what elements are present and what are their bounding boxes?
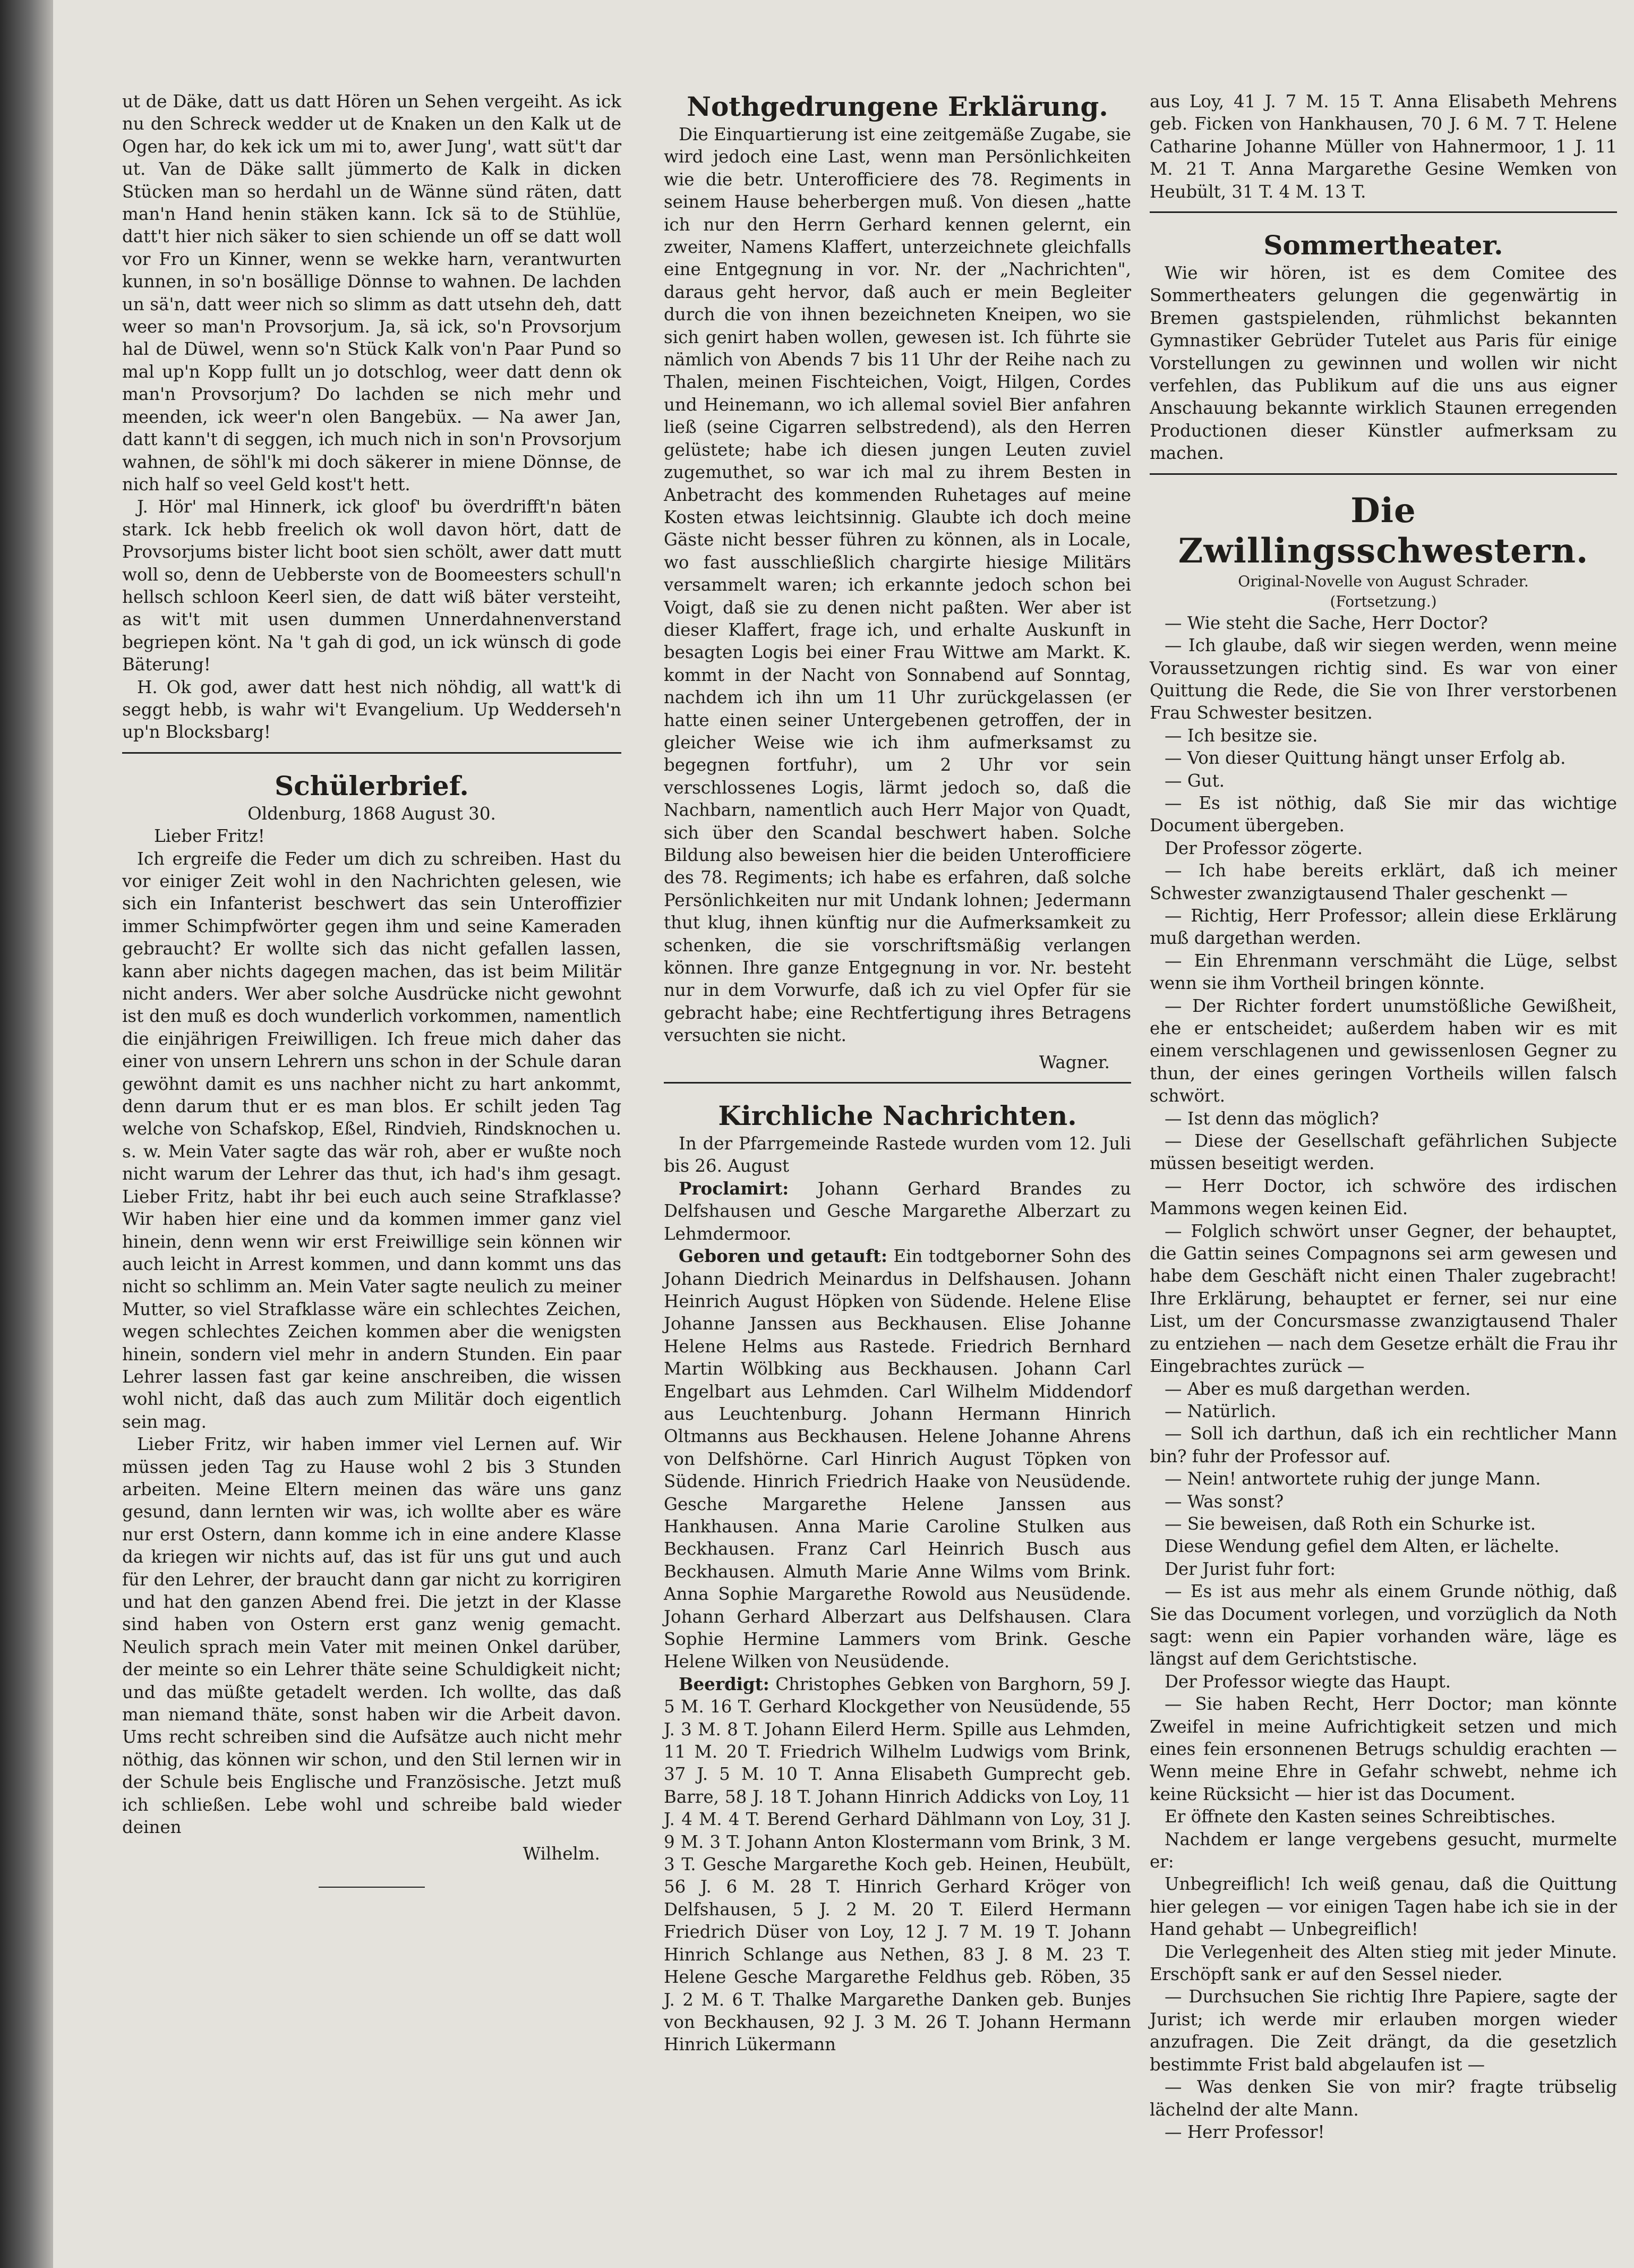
novel-paragraph: — Aber es muß dargethan werden. [1165, 1378, 1471, 1399]
novel-text [1150, 612, 1617, 2144]
novel-paragraph: — Ich besitze sie. [1165, 725, 1318, 746]
novel-paragraph: — Gut. [1165, 770, 1225, 791]
section-divider [664, 1082, 1131, 1084]
letter-place-date: Oldenburg, 1868 August 30. [247, 803, 496, 824]
article-title-sommertheater: Sommertheater. [1263, 229, 1503, 261]
novel-paragraph: Die Verlegenheit des Alten stieg mit jeder Minute. Erschöpft sank er auf den Sessel nieder. [1150, 1941, 1617, 1985]
novel-paragraph: — Ist denn das möglich? [1165, 1108, 1379, 1129]
novel-paragraph: — Sie haben Recht, Herr Doctor; man könnte Zweifel in meine Aufrichtigkeit setzen und mich eines fein ersonnenen Betrugs schuldig erachten — Wenn meine Ehre in Gefahr schwebt, nehme ich keine Rücksicht — hier ist das Document. [1150, 1694, 1617, 1804]
novel-paragraph: — Sie beweisen, daß Roth ein Schurke ist. [1165, 1513, 1536, 1534]
novel-paragraph: Der Jurist fuhr fort: [1165, 1558, 1336, 1579]
novel-byline: Original-Novelle von August Schrader. [1238, 572, 1529, 590]
section-divider [1150, 211, 1617, 213]
geboren-label: Geboren und getauft: [679, 1246, 887, 1267]
novel-paragraph: — Durchsuchen Sie richtig Ihre Papiere, sagte der Jurist; ich werde mir erlauben morgen wieder anzufragen. Die Zeit drängt, da die gesetzlich bestimmte Frist bald abgelaufen ist — [1150, 1986, 1617, 2075]
end-divider [319, 1887, 425, 1888]
novel-continuation-note: (Fortsetzung.) [1330, 592, 1437, 610]
novel-paragraph: — Was denken Sie von mir? fragte trübselig lächelnd der alte Mann. [1150, 2077, 1617, 2120]
book-spine [0, 0, 53, 2268]
novel-paragraph: Der Professor wiegte das Haupt. [1165, 1671, 1451, 1692]
beerdigt-label: Beerdigt: [679, 1673, 769, 1694]
article-title-schuelerbrief: Schülerbrief. [275, 770, 469, 802]
novel-paragraph: Diese Wendung gefiel dem Alten, er lächelte. [1165, 1536, 1560, 1557]
proclamirt-text: Johann Gerhard Brandes zu Delfshausen und Gesche Margarethe Alberzart zu Lehmdermoor. [664, 1178, 1131, 1244]
novel-paragraph: — Richtig, Herr Professor; allein diese Erklärung muß dargethan werden. [1150, 905, 1617, 949]
article-title-zwillingsschwestern: Die Zwillingsschwestern. [1178, 490, 1589, 571]
article-title-erklaerung: Nothgedrungene Erklärung. [687, 91, 1108, 122]
geboren-text: Ein todtgeborner Sohn des Johann Diedrich Meinardus in Delfshausen. Johann Heinrich August Höpken von Südende. Helene Elise Johanne Janssen aus Beckhausen. Elise Johanne Helene Helms aus Rastede. Friedrich Bernhard Martin Wölbking aus Beckhausen. Johann Carl Engelbart aus Lehmden. Carl Wilhelm Middendorf aus Leuchtenburg. Johann Hermann Hinrich Oltmanns aus Beckhausen. Helene Johanne Ahrens von Delfshörne. Carl Hinrich August Töpken von Südende. Hinrich Friedrich Haake von Neusüdende. Gesche Margarethe Helene Janssen aus Hankhausen. Anna Marie Caroline Stulken aus Beckhausen. Franz Carl Heinrich Busch aus Beckhausen. Almuth Marie Anne Wilms vom Brink. Anna Sophie Margarethe Rowold aus Neusüdende. Johann Gerhard Alberzart aus Delfshausen. Clara Sophie Hermine Lammers vom Brink. Gesche Helene Wilken von Neusüdende. [664, 1246, 1131, 1672]
novel-paragraph: — Ein Ehrenmann verschmäht die Lüge, selbst wenn sie ihm Vortheil bringen könnte. [1150, 950, 1617, 994]
letter-greeting: Lieber Fritz! [154, 826, 265, 847]
church-beerdigt [664, 1673, 1131, 2056]
novel-paragraph: Der Professor zögerte. [1165, 838, 1363, 858]
article-signature: Wagner. [1039, 1052, 1110, 1072]
letter-body-1: Ich ergreife die Feder um dich zu schreiben. Hast du vor einiger Zeit wohl in den Nachrichten gelesen, wie sich ein Infanterist beschwert das sein Unteroffizier immer Schimpfwörter gegen ihm und seine Kameraden gebraucht? Er wollte sich das nicht gefallen lassen, kann aber nichts dagegen machen, das ist beim Militär nicht anders. Wer aber solche Ausdrücke nicht gewohnt ist den muß es doch wunderlich vorkommen, namentlich die einjährigen Freiwilligen. Ich freue mich daher das einer von unsern Lehrern uns schon in der Schule daran gewöhnt damit es uns nachher nicht zu hart ankommt, denn darum thut er es man blos. Er schilt jeden Tag welche von Schafskop, Eßel, Rindvieh, Rindsknochen u. s. w. Mein Vater sagte das wär roh, aber er wußte noch nicht warum der Lehrer das thut, ich had's ihm gesagt. Lieber Fritz, habt ihr bei euch auch seine Strafklasse? Wir haben hier eine und da kommen immer ganz viel hinein, denn wenn wir erst Freiwillige sein können wir auch leicht in Arrest kommen, und dann kommt uns das nicht so schlimm an. Mein Vater sagte neulich zu meiner Mutter, so viel Strafklasse wäre ein schlechtes Zeichen, wegen schlechtes Zeichen kommen aber die wenigsten hinein, sondern viel mehr in andern Stunden. Ein paar Lehrer lassen fast gar keine anschreiben, die wissen wohl nicht, daß das auch zum Militär doch eigentlich sein mag. [122, 848, 621, 1432]
article-body-erklaerung: Die Einquartierung ist eine zeitgemäße Zugabe, sie wird jedoch eine Last, wenn man Persönlichkeiten wie die betr. Unterofficiere des 78. Regiments in seinem Hause beherbergen muß. Von diesen „hatte ich nur den Herrn Gerhard kennen gelernt, ein zweiter, Namens Klaffert, unterzeichnete gleichfalls eine Entgegnung in vor. Nr. der „Nachrichten", daraus geht hervor, daß auch er mein Begleiter durch die von ihnen bezeichneten Kneipen, wo sie sich genirt haben wollen, gewesen ist. Ich führte sie nämlich von Abends 7 bis 11 Uhr der Reihe nach zu Thalen, meinen Fischteichen, Voigt, Hilgen, Cordes und Heinemann, wo ich allemal soviel Bier anfahren ließ (seine Cigarren selbstredend), als den Herren gelüstete; habe ich diesen jungen Leuten zuviel zugemuthet, so war ich mal zu ihrem Besten in Anbetracht des kommenden Ruhetages auf meine Kosten etwas leichtsinnig. Glaubte ich doch meine Gäste nicht besser führen zu können, als in Locale, wo fast ausschließlich chargirte hiesige Militärs versammelt waren; ich erkannte jedoch schon bei Voigt, daß sie zu denen nicht paßten. Wer aber ist dieser Klaffert, frage ich, und erhalte Auskunft in besagten Logis bei einer Frau Wittwe am Markt. K. kommt in der Nacht von Sonnabend auf Sonntag, nachdem ich ihn um 11 Uhr zurückgelassen (er hatte einen seiner Untergebenen getroffen, der in gleicher Weise wie ich ihm aufmerksamst zu begegnen fortfuhr), um 2 Uhr vor sein verschlossenes Logis, lärmt jedoch so, daß die Nachbarn, namentlich auch Herr Major von Quadt, sich über den Scandal beschwert haben. Solche Bildung also beweisen hier die beiden Unterofficiere des 78. Regiments; ich habe es erfahren, daß solche Persönlichkeiten nur mit Undank lohnen; Jedermann thut klug, ihnen künftig nur die Aufmerksamkeit zu schenken, die sie vorschriftsmäßig verlangen können. Ihre ganze Entgegnung in vor. Nr. besteht nur in dem Vorwurfe, daß ich zu viel Opfer für sie gebracht habe; eine Rechtfertigung ihres Betragens versuchten sie nicht. [664, 124, 1131, 1046]
dialect-dialog: ut de Däke, datt us datt Hören un Sehen vergeiht. As ick nu den Schreck wedder ut de Knaken un den Kalk ut de Ogen har, do kek ick um mi to, awer Jung', watt süt't dar ut. Van de Däke sallt jümmerto de Kalk in dicken Stücken man so herdahl un de Wänne sünd räten, datt man'n Hand henin stäken kann. Ick sä to de Stühlüe, datt't hier nich säker to sien schiende un off se datt woll vor Fro un Kinner, wenn se wekke harn, verantwurten kunnen, in so'n bosällige Dönnse to wahnen. De lachden un sä'n, datt weer nich so slimm as datt utsehn deh, datt weer so man'n Provsorjum. Ja, sä ick, so'n Provsorjum hal de Düwel, wenn so'n Stück Kalk von'n Paar Pund so mal up'n Kopp fullt un jo dotschlog, weer datt denn ok man'n Provsorjum? Do lachden se nich mehr und meenden, ick weer'n olen Bangebüx. — Na awer Jan, datt kann't di seggen, ich much nich in son'n Provsorjum wahnen, de söhl'k mi doch säkerer in miene Dönnse, de nich half so veel Geld kost't hett. [122, 91, 621, 494]
novel-paragraph: — Es ist aus mehr als einem Grunde nöthig, daß Sie das Document vorlegen, und vorzüglich da Noth sagt: wenn ein Papier vorhanden wäre, läge es längst auf dem Gerichtstische. [1150, 1581, 1617, 1669]
dialect-dialog-reply: J. Hör' mal Hinnerk, ick gloof' bu överdrifft'n bäten stark. Ick hebb freelich ok woll davon hört, datt de Provsorjums bister licht boot sien schölt, awer datt mutt woll so, denn de Uebberste von de Boomeesters schull'n hellsch schloon Keerl sien, de datt wiß bäter versteiht, as wit't mit usen dummen Unnerdahnenverstand begriepen könt. Na 't gah di god, un ick wünsch di gode Bäterung! [122, 497, 621, 675]
church-intro: In der Pfarrgemeinde Rastede wurden vom 12. Juli bis 26. August [664, 1133, 1131, 1176]
novel-paragraph: — Was sonst? [1165, 1491, 1284, 1512]
novel-paragraph: — Natürlich. [1165, 1401, 1277, 1421]
article-title-kirchliche: Kirchliche Nachrichten. [718, 1100, 1077, 1132]
section-divider [122, 752, 621, 754]
article-body-sommertheater: Wie wir hören, ist es dem Comitee des Sommertheaters gelungen die gegenwärtig in Bremen gastspielenden, rühmlichst bekannten Gymnastiker Gebrüder Tutelet aus Paris für einige Vorstellungen zu gewinnen und wollen wir nicht verfehlen, das Publikum auf die uns aus eigner Anschauung bekannte wirklich Staunen erregenden Productionen dieser Künstler aufmerksam zu machen. [1150, 263, 1617, 464]
novel-paragraph: — Der Richter fordert unumstößliche Gewißheit, ehe er entscheidet; außerdem haben wir es mit einem verschlagenen und gewissenlosen Gegner zu thun, der eines geringen Vortheils willen falsch schwört. [1150, 995, 1617, 1106]
column-middle [664, 90, 1131, 2056]
novel-paragraph: — Diese der Gesellschaft gefährlichen Subjecte müssen beseitigt werden. [1150, 1131, 1617, 1174]
novel-paragraph: — Herr Professor! [1165, 2121, 1325, 2142]
novel-paragraph: — Soll ich darthun, daß ich ein rechtlicher Mann bin? fuhr der Professor auf. [1150, 1423, 1617, 1466]
novel-paragraph: — Nein! antwortete ruhig der junge Mann. [1165, 1469, 1541, 1489]
church-continuation: aus Loy, 41 J. 7 M. 15 T. Anna Elisabeth Mehrens geb. Ficken von Hankhausen, 70 J. 6 M. 7 T. Helene Catharine Johanne Müller von Hahnermoor, 1 J. 11 M. 21 T. Anna Margarethe Gesine Wemken von Heubült, 31 T. 4 M. 13 T. [1150, 91, 1617, 202]
letter-signature: Wilhelm. [523, 1844, 600, 1864]
novel-paragraph: — Ich glaube, daß wir siegen werden, wenn meine Voraussetzungen richtig sind. Es war von einer Quittung die Rede, die Sie von Ihrer verstorbenen Frau Schwester besitzen. [1150, 635, 1617, 723]
letter-body-2: Lieber Fritz, wir haben immer viel Lernen auf. Wir müssen jeden Tag zu Hause wohl 2 bis 3 Stunden arbeiten. Meine Eltern meinen das wäre uns ganz gesund, dann lernten wir was, ich wollte aber es wäre nur erst Ostern, dann komme ich in eine andere Klasse da kriegen wir nichts auf, das ist für uns gut und auch für den Lehrer, der braucht dann gar nicht zu korrigiren und hat den ganzen Abend frei. Die jetzt in der Klasse sind haben von Ostern erst ganz wenig gemacht. Neulich sprach mein Vater mit meinen Onkel darüber, der meinte so ein Lehrer thäte seine Schuldigkeit nicht; und das müßte getadelt werden. Ich wollte, das daß man niemand thäte, sonst haben wir die Arbeit davon. Ums recht schreiben sind die Aufsätze auch nicht mehr nöthig, das können wir schon, und den Stil lernen wir in der Schule beis Englische und Französische. Jetzt muß ich schließen. Lebe wohl und schreibe bald wieder deinen [122, 1434, 621, 1838]
proclamirt-label: Proclamirt: [679, 1178, 789, 1199]
novel-paragraph: — Es ist nöthig, daß Sie mir das wichtige Document übergeben. [1150, 792, 1617, 836]
novel-paragraph: Nachdem er lange vergebens gesucht, murmelte er: [1150, 1829, 1617, 1872]
novel-paragraph: — Herr Doctor, ich schwöre des irdischen Mammons wegen keinen Eid. [1150, 1175, 1617, 1219]
novel-paragraph: — Folglich schwört unser Gegner, der behauptet, die Gattin seines Compagnons sei arm gewesen und habe dem Geschäft nicht einen Thaler zugebracht! Ihre Erklärung, behauptet er ferner, sei nur eine List, um der Concursmasse zwanzigtausend Thaler zu entziehen — nach dem Gesetze erhält die Frau ihr Eingebrachtes zurück — [1150, 1221, 1617, 1377]
church-proclamirt [664, 1178, 1131, 1245]
novel-paragraph: — Wie steht die Sache, Herr Doctor? [1165, 612, 1488, 633]
beerdigt-text: Christophes Gebken von Barghorn, 59 J. 5 M. 16 T. Gerhard Klockgether von Neusüdende, 55 J. 3 M. 8 T. Johann Eilerd Herm. Spille aus Lehmden, 11 M. 20 T. Friedrich Wilhelm Ludwigs vom Brink, 37 J. 5 M. 10 T. Anna Elisabeth Gumprecht geb. Barre, 58 J. 18 T. Johann Hinrich Addicks von Loy, 11 J. 4 M. 4 T. Berend Gerhard Dählmann von Loy, 31 J. 9 M. 3 T. Johann Anton Klostermann vom Brink, 3 M. 3 T. Gesche Margarethe Koch geb. Heinen, Heubült, 56 J. 6 M. 28 T. Hinrich Gerhard Kröger von Delfshausen, 5 J. 2 M. 20 T. Eilerd Hermann Friedrich Düser von Loy, 12 J. 7 M. 19 T. Johann Hinrich Schlange aus Nethen, 83 J. 8 M. 23 T. Helene Gesche Margarethe Feldhus geb. Röben, 35 J. 2 M. 6 T. Thalke Margarethe Danken geb. Bunjes von Beckhausen, 92 J. 3 M. 26 T. Johann Hermann Hinrich Lükermann [664, 1674, 1131, 2055]
column-right [1150, 90, 1617, 2143]
novel-paragraph: — Ich habe bereits erklärt, daß ich meiner Schwester zwanzigtausend Thaler geschenkt — [1150, 860, 1617, 903]
dialect-dialog-end: H. Ok god, awer datt hest nich nöhdig, all watt'k di seggt hebb, is wahr wi't Evangelium. Up Wedderseh'n up'n Blocksbarg! [122, 677, 621, 743]
column-left [122, 90, 621, 1888]
novel-paragraph: Unbegreiflich! Ich weiß genau, daß die Quittung hier gelegen — vor einigen Tagen habe ich sie in der Hand gehabt — Unbegreiflich! [1150, 1874, 1617, 1940]
novel-paragraph: — Von dieser Quittung hängt unser Erfolg ab. [1165, 748, 1566, 769]
novel-paragraph: Er öffnete den Kasten seines Schreibtisches. [1165, 1806, 1556, 1827]
section-divider [1150, 473, 1617, 475]
church-geboren [664, 1245, 1131, 1673]
